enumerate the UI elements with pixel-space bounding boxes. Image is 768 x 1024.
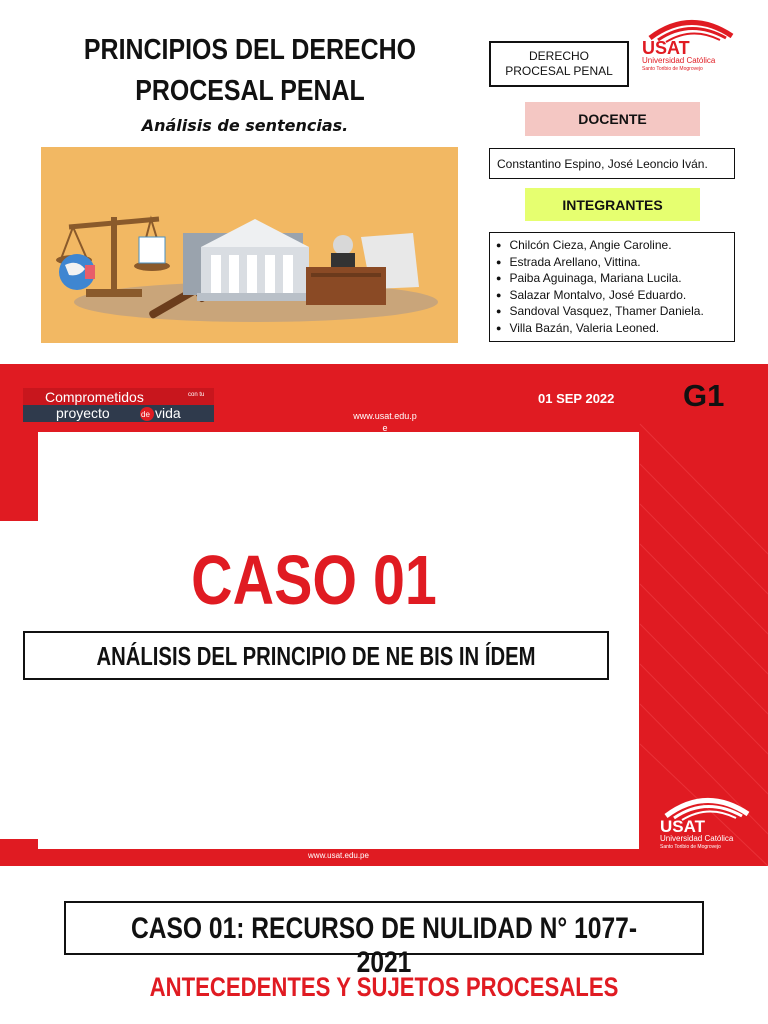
case-subtitle-box: [23, 631, 609, 680]
logo-line-1: Universidad Católica: [642, 56, 716, 65]
logo-white-line-1: Universidad Católica: [660, 834, 734, 843]
website-top-line-2: e: [382, 423, 388, 433]
logo-line-2: Santo Toribio de Mogrovejo: [642, 66, 703, 72]
website-bottom: www.usat.edu.pe: [308, 851, 369, 860]
case-title: CASO 01: [191, 541, 437, 619]
usat-logo: [640, 14, 740, 74]
page-title: [69, 30, 430, 112]
integrantes-box: [489, 232, 735, 342]
logo-wordmark: USAT: [642, 38, 690, 58]
logo-white-line-2: Santo Toribio de Mogrovejo: [660, 844, 721, 850]
justice-illustration: [41, 147, 458, 343]
website-top: [340, 410, 430, 434]
globe-icon: [59, 254, 95, 290]
page-subtitle: Análisis de sentencias.: [141, 116, 349, 135]
usat-logo-white: [660, 790, 752, 850]
course-box: [489, 41, 629, 87]
list-item: ● Sandoval Vasquez, Thamer Daniela.: [496, 304, 730, 321]
banner-line-2a: proyecto: [56, 405, 110, 421]
integrantes-list: [496, 238, 730, 337]
group-label: G1: [683, 378, 725, 413]
list-item: ● Paiba Aguinaga, Mariana Lucila.: [496, 271, 730, 288]
case-heading: CASO 01: RECURSO DE NULIDAD N° 1077-2021: [130, 912, 638, 979]
section-heading: ANTECEDENTES Y SUJETOS PROCESALES: [149, 972, 619, 1002]
case-heading-box: [64, 901, 704, 979]
slide-notch: [0, 521, 38, 839]
banner-small: con tu: [188, 392, 205, 398]
list-item: ● Villa Bazán, Valeria Leoned.: [496, 321, 730, 338]
course-line-2: PROCESAL PENAL: [505, 64, 613, 78]
website-top-line-1: www.usat.edu.p: [353, 411, 417, 421]
list-item: ● Estrada Arellano, Vittina.: [496, 255, 730, 272]
docente-label: DOCENTE: [525, 102, 700, 136]
list-item: ● Salazar Montalvo, José Eduardo.: [496, 288, 730, 305]
integrantes-label: INTEGRANTES: [525, 188, 700, 221]
list-item: ● Chilcón Cieza, Angie Caroline.: [496, 238, 730, 255]
docente-name: Constantino Espino, José Leoncio Iván.: [489, 148, 735, 179]
course-line-1: DERECHO: [528, 49, 589, 63]
courthouse-icon: [183, 219, 313, 301]
banner-line-1: Comprometidos: [45, 389, 144, 405]
title-line-2: PROCESAL PENAL: [135, 75, 365, 107]
case-subtitle: ANÁLISIS DEL PRINCIPIO DE NE BIS IN ÍDEM: [96, 641, 536, 671]
banner-line-2b: vida: [155, 405, 181, 421]
title-line-1: PRINCIPIOS DEL DERECHO: [83, 34, 417, 66]
logo-white-wordmark: USAT: [660, 817, 706, 836]
banner-de: de: [141, 410, 150, 419]
banner-comprometidos: [23, 388, 214, 422]
slide-date: 01 SEP 2022: [538, 391, 615, 406]
